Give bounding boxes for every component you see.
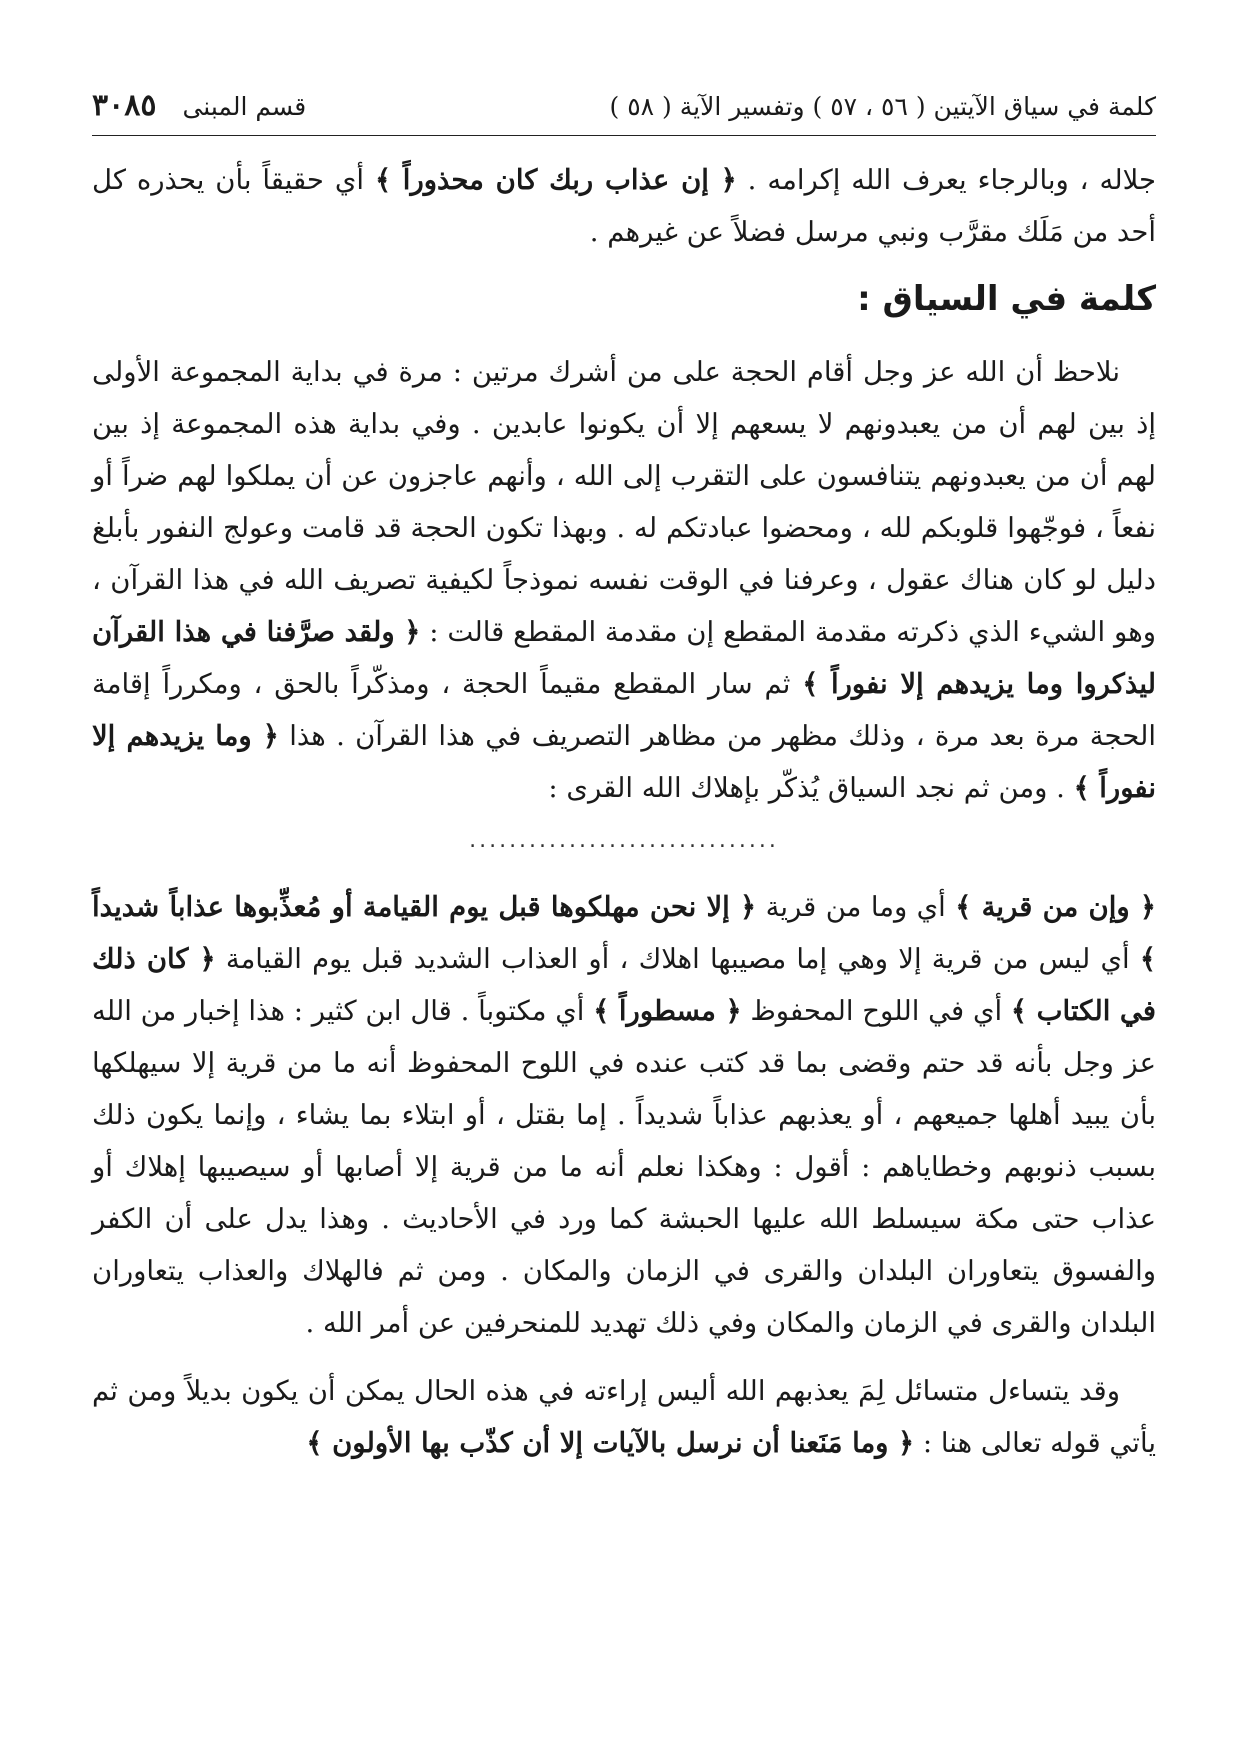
quran-verse: ﴿ مسطوراً ﴾ [593, 995, 742, 1027]
quran-verse: ﴿ ولقد صرَّفنا في هذا القرآن ليذكروا وما يزيدهم إلا نفوراً ﴾ [92, 616, 1156, 700]
quran-verse: ﴿ إن عذاب ربك كان محذوراً ﴾ [374, 164, 737, 196]
running-header [92, 88, 1156, 136]
text-run: أي ليس من قرية إلا وهي إما مصيبها اهلاك ، أو العذاب الشديد قبل يوم القيامة [215, 943, 1140, 975]
text-run: جلاله ، وبالرجاء يعرف الله إكرامه . [736, 164, 1156, 196]
quran-verse: ﴿ وما يزيدهم إلا نفوراً ﴾ [92, 720, 1156, 804]
paragraph-context [92, 346, 1156, 814]
section-heading: كلمة في السياق : [857, 279, 1156, 319]
quran-verse: ﴿ وما مَنَعنا أن نرسل بالآيات إلا أن كذّب بها الأولون ﴾ [306, 1427, 915, 1459]
quran-verse: ﴿ وإن من قرية ﴾ [955, 891, 1156, 923]
quran-verse: ﴿ إلا نحن مهلكوها قبل يوم القيامة أو مُعذِّبوها عذاباً شديداً ﴾ [92, 891, 1156, 975]
dotted-divider: ............................... [469, 828, 779, 853]
text-run: . ومن ثم نجد السياق يُذكّر بإهلاك الله القرى : [548, 772, 1074, 804]
quran-verse: ﴿ كان ذلك في الكتاب ﴾ [92, 943, 1156, 1027]
paragraph-continued [92, 154, 1156, 258]
paragraph-gap [92, 1349, 1156, 1365]
page-info [92, 88, 306, 123]
text-run: وقد يتساءل متسائل لِمَ يعذبهم الله أليس إراءته في هذه الحال يمكن أن يكون بديلاً ومن ثم يأتي قوله تعالى هنا : [92, 1375, 1156, 1459]
text-run: نلاحظ أن الله عز وجل أقام الحجة على من أشرك مرتين : مرة في بداية المجموعة الأولى إذ بين لهم أن من يعبدونهم لا يسعهم إلا أن يكونوا عابدين . وفي بداية هذه المجموعة إذ بين لهم أن من يعبدونهم يتنافسون على التقرب إلى الله ، وأنهم عاجزون عن أن يملكوا لهم ضراً أو نفعاً ، فوجّهوا قلوبكم لله ، ومحضوا عبادتكم له . وبهذا تكون الحجة قد قامت وعولج النفور بأبلغ دليل لو كان هناك عقول ، وعرفنا في الوقت نفسه نموذجاً لكيفية تصريف الله في هذا القرآن ، وهو الشيء الذي ذكرته مقدمة المقطع إن مقدمة المقطع قالت : [92, 356, 1157, 648]
section-label: قسم المبنى [182, 92, 307, 121]
paragraph-tafsir [92, 881, 1156, 1349]
page-number: ٣٠٨٥ [92, 88, 157, 123]
text-run: أي في اللوح المحفوظ [741, 995, 1011, 1027]
text-run: أي مكتوباً . قال ابن كثير : هذا إخبار من الله عز وجل بأنه قد حتم وقضى بما قد كتب عنده في اللوح المحفوظ أنه ما من قرية إلا سيهلكها بأن يبيد أهلها جميعهم ، أو يعذبهم عذاباً شديداً . إما بقتل ، أو ابتلاء بما يشاء ، وإنما يكون ذلك بسبب ذنوبهم وخطاياهم : أقول : وهكذا نعلم أنه ما من قرية إلا أصابها أو سيصيبها إهلاك أو عذاب حتى مكة سيسلط الله عليها الحبشة كما ورد في الأحاديث . وهذا يدل على أن الكفر والفسوق يتعاوران البلدان والقرى في الزمان والمكان . ومن ثم فالهلاك والعذاب يتعاوران البلدان والقرى في الزمان والمكان وفي ذلك تهديد للمنحرفين عن أمر الله . [92, 995, 1156, 1339]
text-run: ثم سار المقطع مقيماً الحجة ، ومذكّراً بالحق ، ومكرراً إقامة الحجة مرة بعد مرة ، وذلك مظهر من مظاهر التصريف في هذا القرآن . هذا [92, 668, 1156, 752]
chapter-title: كلمة في سياق الآيتين ( ٥٦ ، ٥٧ ) وتفسير الآية ( ٥٨ ) [609, 92, 1156, 121]
text-run: أي وما من قرية [756, 891, 956, 923]
paragraph-question [92, 1365, 1156, 1469]
text-run: أي حقيقاً بأن يحذره كل أحد من مَلَك مقرَّب ونبي مرسل فضلاً عن غيرهم . [92, 164, 1156, 248]
